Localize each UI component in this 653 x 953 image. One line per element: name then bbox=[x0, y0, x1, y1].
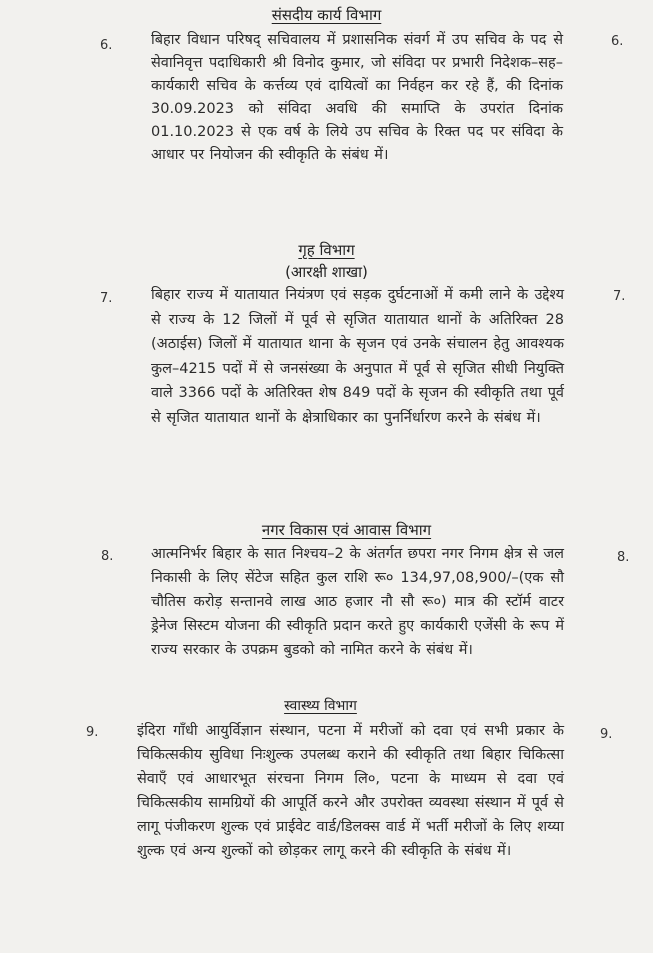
section-heading-urban-development: नगर विकास एवं आवास विभाग bbox=[261, 521, 432, 539]
item-number-left: 7. bbox=[100, 291, 113, 306]
item-number-right: 9. bbox=[600, 727, 613, 742]
item-text: बिहार विधान परिषद् सचिवालय में प्रशासनिक संवर्ग में उप सचिव के पद से सेवानिवृत्त पदाधिकारी श्री विनोद कुमार, जो संविदा पर प्रभारी निदेशक–सह–कार्यकारी सचिव के कर्त्तव्य एवं दायित्वों का निर्वहन कर रहे हैं, की दिनांक 30.09.2023 को संविदा अवधि की समाप्ति के उपरांत दिनांक 01.10.2023 से एक वर्ष के लिये उप सचिव के रिक्त पद पर संविदा के आधार पर नियोजन की स्वीकृति के संबंध में। bbox=[151, 32, 563, 163]
item-text: आत्मनिर्भर बिहार के सात निश्चय–2 के अंतर्गत छपरा नगर निगम क्षेत्र से जल निकासी के लिए सेंटेज सहित कुल राशि रू० 134,97,08,900/–(एक सौ चौतिस करोड़ सन्तानवे लाख आठ हजार नौ सौ रू०) मात्र की स्टॉर्म वाटर ड्रेनेज सिस्टम योजना की स्वीकृति प्रदान करते हुए कार्यकारी एजेंसी के रूप में राज्य सरकार के उपक्रम बुडको को नामित करने के संबंध में। bbox=[151, 546, 564, 658]
section-subheading-police-branch: (आरक्षी शाखा) bbox=[285, 263, 368, 281]
item-text: इंदिरा गाँधी आयुर्विज्ञान संस्थान, पटना में मरीजों को दवा एवं सभी प्रकार के चिकित्सकीय सुविधा निःशुल्क उपलब्ध कराने की स्वीकृति तथा बिहार चिकित्सा सेवाएँ एवं आधारभूत संरचना निगम लि०, पटना के माध्यम से दवा एवं चिकित्सकीय सामग्रियों की आपूर्ति करने और उपरोक्त व्यवस्था संस्थान में पूर्व से लागू पंजीकरण शुल्क एवं प्राईवेट वार्ड/डिलक्स वार्ड में भर्ती मरीजों के लिए शय्या शुल्क एवं अन्य शुल्कों को छोड़कर लागू करने की स्वीकृति के संबंध में। bbox=[137, 723, 564, 859]
item-number-right: 6. bbox=[611, 34, 624, 49]
item-number-right: 7. bbox=[613, 289, 626, 304]
item-number-left: 9. bbox=[86, 725, 99, 740]
section-heading-parliamentary-affairs: संसदीय कार्य विभाग bbox=[271, 6, 382, 24]
item-number-left: 8. bbox=[101, 549, 114, 564]
item-text: बिहार राज्य में यातायात नियंत्रण एवं सड़क दुर्घटनाओं में कमी लाने के उद्देश्य से राज्य के 12 जिलों में पूर्व से सृजित यातायात थानों के अतिरिक्त 28 (अठाईस) जिलों में यातायात थाना के सृजन एवं उनके संचालन हेतु आवश्यक कुल–4215 पदों में से जनसंख्या के अनुपात में पूर्व से सृजित सीधी नियुक्ति वाले 3366 पदों के अतिरिक्त शेष 849 पदों के सृजन की स्वीकृति तथा पूर्व से सृजित यातायात थानों के क्षेत्राधिकार का पुनर्निर्धारण करने के संबंध में। bbox=[151, 287, 564, 426]
section-heading-home-department: गृह विभाग bbox=[298, 241, 355, 259]
item-number-left: 6. bbox=[100, 38, 113, 53]
section-heading-health-department: स्वास्थ्य विभाग bbox=[284, 698, 357, 714]
item-number-right: 8. bbox=[617, 550, 630, 565]
